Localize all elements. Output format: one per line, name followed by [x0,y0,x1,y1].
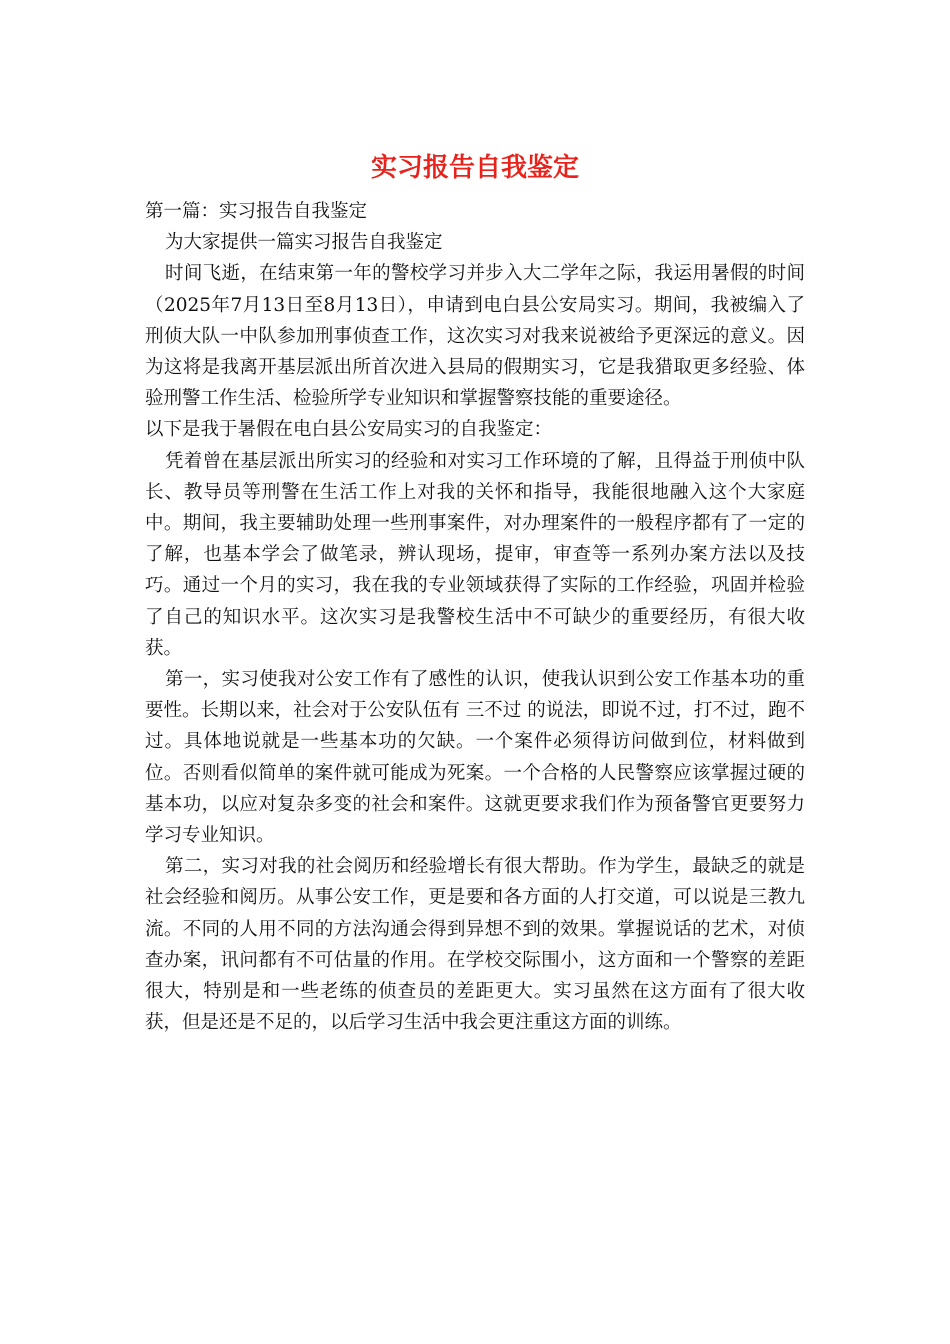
paragraph-1: 时间飞逝，在结束第一年的警校学习并步入大二学年之际，我运用暑假的时间（2025年7月13日至8月13日），申请到电白县公安局实习。期间，我被编入了刑侦大队一中队参加刑事侦查工作，这次实习对我来说被给予更深远的意义。因为这将是我离开基层派出所首次进入县局的假期实习，它是我猎取更多经验、体验刑警工作生活、检验所学专业知识和掌握警察技能的重要途径。 [145,263,805,410]
paragraph-4: 第一，实习使我对公安工作有了感性的认识，使我认识到公安工作基本功的重要性。长期以来，社会对于公安队伍有 三不过 的说法，即说不过，打不过，跑不过。具体地说就是一些基本功的欠缺。一个案件必须得访问做到位，材料做到位。否则看似简单的案件就可能成为死案。一个合格的人民警察应该掌握过硬的基本功，以应对复杂多变的社会和案件。这就更要求我们作为预备警官更要努力学习专业知识。 [145,669,805,847]
intro-line: 为大家提供一篇实习报告自我鉴定 [165,232,443,254]
document-body [145,196,805,1038]
document-title: 实习报告自我鉴定 [370,153,579,183]
section-heading: 第一篇：实习报告自我鉴定 [145,201,368,222]
paragraph-3: 凭着曾在基层派出所实习的经验和对实习工作环境的了解，且得益于刑侦中队长、教导员等刑警在生活工作上对我的关怀和指导，我能很地融入这个大家庭中。期间，我主要辅助处理一些刑事案件，对办理案件的一般程序都有了一定的了解，也基本学会了做笔录，辨认现场，提审，审查等一系列办案方法以及技巧。通过一个月的实习，我在我的专业领域获得了实际的工作经验，巩固并检验了自己的知识水平。这次实习是我警校生活中不可缺少的重要经历，有很大收获。 [145,450,805,659]
paragraph-2: 以下是我于暑假在电白县公安局实习的自我鉴定： [145,419,553,441]
paragraph-5: 第二，实习对我的社会阅历和经验增长有很大帮助。作为学生，最缺乏的就是社会经验和阅历。从事公安工作，更是要和各方面的人打交道，可以说是三教九流。不同的人用不同的方法沟通会得到异想不到的效果。掌握说话的艺术，对侦查办案，讯问都有不可估量的作用。在学校交际围小，这方面和一个警察的差距很大，特别是和一些老练的侦查员的差距更大。实习虽然在这方面有了很大收获，但是还是不足的，以后学习生活中我会更注重这方面的训练。 [145,856,805,1034]
